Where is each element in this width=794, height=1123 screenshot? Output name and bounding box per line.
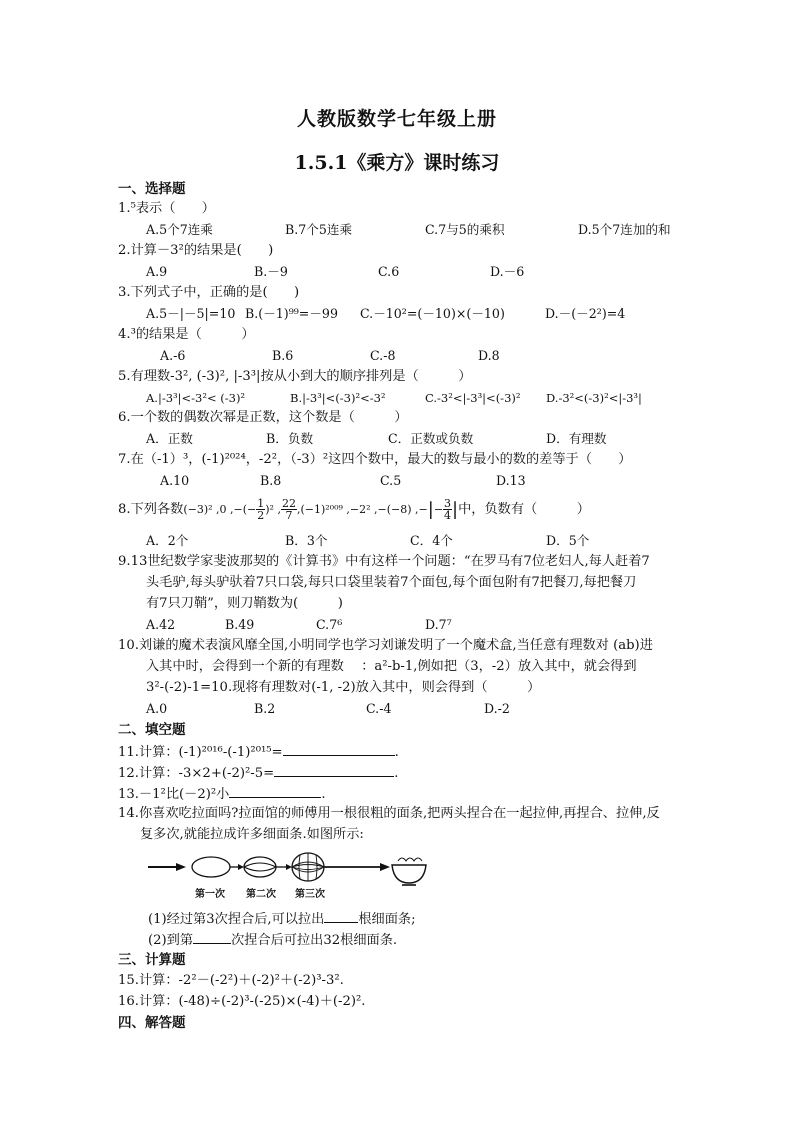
q8-fraction-3 (443, 498, 452, 521)
q7-option-b: B.8 (260, 473, 282, 488)
q8-expr-mid1: )² , (265, 503, 281, 516)
q12-text: 12.计算：-3×2+(-2)²-5= (118, 766, 275, 781)
q5-option-c: C.-3²<|-3³|<(-3)² (425, 391, 521, 405)
q8-fraction-3-num: 3 (444, 497, 452, 510)
q8-fraction-2 (281, 498, 297, 521)
page-title: 人教版数学七年级上册 (296, 108, 497, 130)
q7-option-d: D.13 (496, 473, 526, 488)
q8-stem-suffix: 中，负数有（ ） (458, 502, 590, 517)
question-5-stem: 5.有理数-3², (-3)², |-3³|按从小到大的顺序排列是（ ） (118, 369, 472, 384)
q8-fraction-3-den: 4 (444, 509, 452, 522)
q3-option-a: A.5－|－5|=10 (146, 306, 236, 321)
q3-option-b: B.(－1)⁹⁹=－99 (245, 306, 338, 321)
question-1-stem: 1.⁵表示（ ） (118, 201, 215, 216)
question-2-stem: 2.计算－3²的结果是( ) (118, 243, 274, 258)
section-heading-answer: 四、解答题 (118, 1015, 186, 1031)
q2-option-b: B.－9 (254, 264, 288, 279)
q14-part-1-blank[interactable] (324, 910, 358, 923)
q1-option-d: D.5个7连加的和 (578, 222, 671, 237)
section-heading-calc: 三、计算题 (118, 952, 186, 968)
q8-abs-bar-right: | (452, 499, 459, 520)
question-10-line-3: 3²-(-2)-1=10.现将有理数对(-1, -2)放入其中，则会得到（ ） (146, 680, 541, 695)
section-heading-fill: 二、填空题 (118, 722, 186, 738)
q4-option-a: A.-6 (160, 348, 186, 363)
question-8-stem: 8.下列各数(−3)² ,0 ,−(− $\frac{1}{2}$ )² , $\frac{22}{7}$ ,(−1)²⁰⁰⁹ ,−2² ,−(−8) ,−|− $\frac{3}{4}$ |中，负数有（ ） (118, 497, 590, 522)
q10-option-a: A.0 (146, 701, 168, 716)
q6-option-a: A．正数 (146, 431, 193, 446)
q8-fraction-1-num: 1 (257, 497, 265, 510)
q1-option-b: B.7个5连乘 (285, 222, 353, 237)
q4-option-b: B.6 (272, 348, 294, 363)
q8-option-b: B．3个 (285, 533, 328, 548)
q6-option-b: B．负数 (266, 431, 314, 446)
q9-option-c: C.7⁶ (316, 617, 343, 632)
q5-option-b: B.|-3³|<(-3)²<-3² (290, 391, 386, 405)
q3-option-d: D.－(－2²)=4 (545, 306, 626, 321)
q12-answer-blank[interactable] (274, 764, 394, 777)
page-subtitle: 1.5.1《乘方》课时练习 (294, 152, 500, 174)
question-6-stem: 6.一个数的偶数次幂是正数，这个数是（ ） (118, 410, 408, 425)
q6-option-d: D．有理数 (546, 431, 607, 446)
q10-option-b: B.2 (254, 701, 276, 716)
noodle-bowl-icon (392, 858, 426, 885)
q8-option-c: C．4个 (410, 533, 453, 548)
first-stretch-loop (192, 857, 230, 877)
q3-option-c: C.－10²=(－10)×(－10) (360, 306, 505, 321)
question-9-line-3: 有7只刀鞘”，则刀鞘数为( ) (146, 596, 343, 611)
q11-text: 11.计算：(-1)²⁰¹⁶-(-1)²⁰¹⁵= (118, 745, 283, 760)
q7-option-a: A.10 (160, 473, 190, 488)
question-15: 15.计算：-2²－(-2²)＋(-2)²＋(-2)³-3². (118, 973, 344, 988)
q2-option-c: C.6 (378, 264, 400, 279)
second-stretch-loop (244, 857, 276, 877)
question-13: 13.－1²比(－2)²小 . (118, 787, 326, 802)
q9-option-b: B.49 (225, 617, 255, 632)
q10-option-c: C.-4 (366, 701, 392, 716)
q13-answer-blank[interactable] (229, 785, 321, 798)
question-7-stem: 7.在（-1）³，(-1)²⁰²⁴，-2²，（-3）²这四个数中，最大的数与最小的数的差等于（ ） (118, 452, 632, 467)
q2-option-a: A.9 (146, 264, 168, 279)
q8-expr-start: (−3)² ,0 ,−(− (183, 503, 257, 516)
question-16: 16.计算：(-48)÷(-2)³-(-25)×(-4)＋(-2)². (118, 994, 366, 1009)
section-heading-choice: 一、选择题 (118, 181, 186, 197)
fig-caption-second: 第二次 (246, 889, 276, 900)
q8-fraction-1-den: 2 (257, 509, 265, 522)
fig-caption-first: 第一次 (195, 889, 225, 900)
question-11: 11.计算：(-1)²⁰¹⁶-(-1)²⁰¹⁵= . (118, 745, 399, 760)
q8-fraction-2-den: 7 (285, 509, 293, 522)
question-4-stem: 4.³的结果是（ ） (118, 327, 255, 342)
question-12: 12.计算：-3×2+(-2)²-5= . (118, 766, 399, 781)
q13-text: 13.－1²比(－2)²小 (118, 787, 230, 802)
q8-option-a: A．2个 (146, 533, 189, 548)
q8-expr-mid2: ,(−1)²⁰⁰⁹ ,−2² ,−(−8) ,− (296, 503, 428, 516)
q8-option-d: D．5个 (546, 533, 590, 548)
q8-stem-prefix: 8.下列各数 (118, 502, 184, 517)
q8-fraction-1 (256, 498, 265, 521)
q14-part-2-suffix: 次捏合后可拉出32根细面条. (231, 933, 398, 948)
q14-part-1-text: (1)经过第3次捏合后,可以拉出 (148, 912, 325, 927)
q11-answer-blank[interactable] (283, 743, 395, 756)
question-3-stem: 3.下列式子中，正确的是( ) (118, 285, 300, 300)
q4-option-c: C.-8 (370, 348, 396, 363)
q9-option-a: A.42 (146, 617, 176, 632)
noodle-stretch-figure (140, 847, 440, 903)
q7-option-c: C.5 (380, 473, 402, 488)
question-10-line-1: 10.刘谦的魔术表演风靡全国,小明同学也学习刘谦发明了一个魔术盒,当任意有理数对 (ab)进 (118, 638, 653, 653)
question-10-line-2: 入其中时，会得到一个新的有理数 ：a²-b-1,例如把（3，-2）放入其中，就会得到 (146, 659, 637, 674)
q5-option-d: D.-3²<(-3)²<|-3³| (546, 391, 642, 405)
question-14-line-1: 14.你喜欢吃拉面吗?拉面馆的师傅用一根很粗的面条,把两头捏合在一起拉伸,再捏合、拉伸,反 (118, 806, 660, 821)
q14-part-2-blank[interactable] (193, 931, 231, 944)
q10-option-d: D.-2 (484, 701, 510, 716)
q1-option-a: A.5个7连乘 (146, 222, 213, 237)
q9-option-d: D.7⁷ (425, 617, 452, 632)
q4-option-d: D.8 (478, 348, 500, 363)
q8-fraction-2-num: 22 (281, 497, 296, 510)
question-14-part-1 (148, 910, 416, 928)
q8-abs-bar-left: | (427, 499, 434, 520)
question-14-line-2: 复多次,就能拉成许多细面条.如图所示: (140, 827, 364, 842)
q5-option-a: A.|-3³|<-3²< (-3)² (146, 391, 246, 405)
q14-part-2-text: (2)到第 (148, 933, 194, 948)
q2-option-d: D.－6 (490, 264, 525, 279)
q14-part-1-suffix: 根细面条; (358, 912, 416, 927)
question-9-line-2: 头毛驴,每头驴驮着7只口袋,每只口袋里装着7个面包,每个面包附有7把餐刀,每把餐刀 (146, 575, 637, 590)
q1-option-c: C.7与5的乘积 (425, 222, 505, 237)
q6-option-c: C．正数或负数 (388, 431, 474, 446)
question-14-part-2 (148, 931, 397, 949)
fig-caption-third: 第三次 (295, 889, 325, 900)
question-9-line-1: 9.13世纪数学家斐波那契的《计算书》中有这样一个问题：“在罗马有7位老妇人,每人赶着7 (118, 554, 650, 569)
